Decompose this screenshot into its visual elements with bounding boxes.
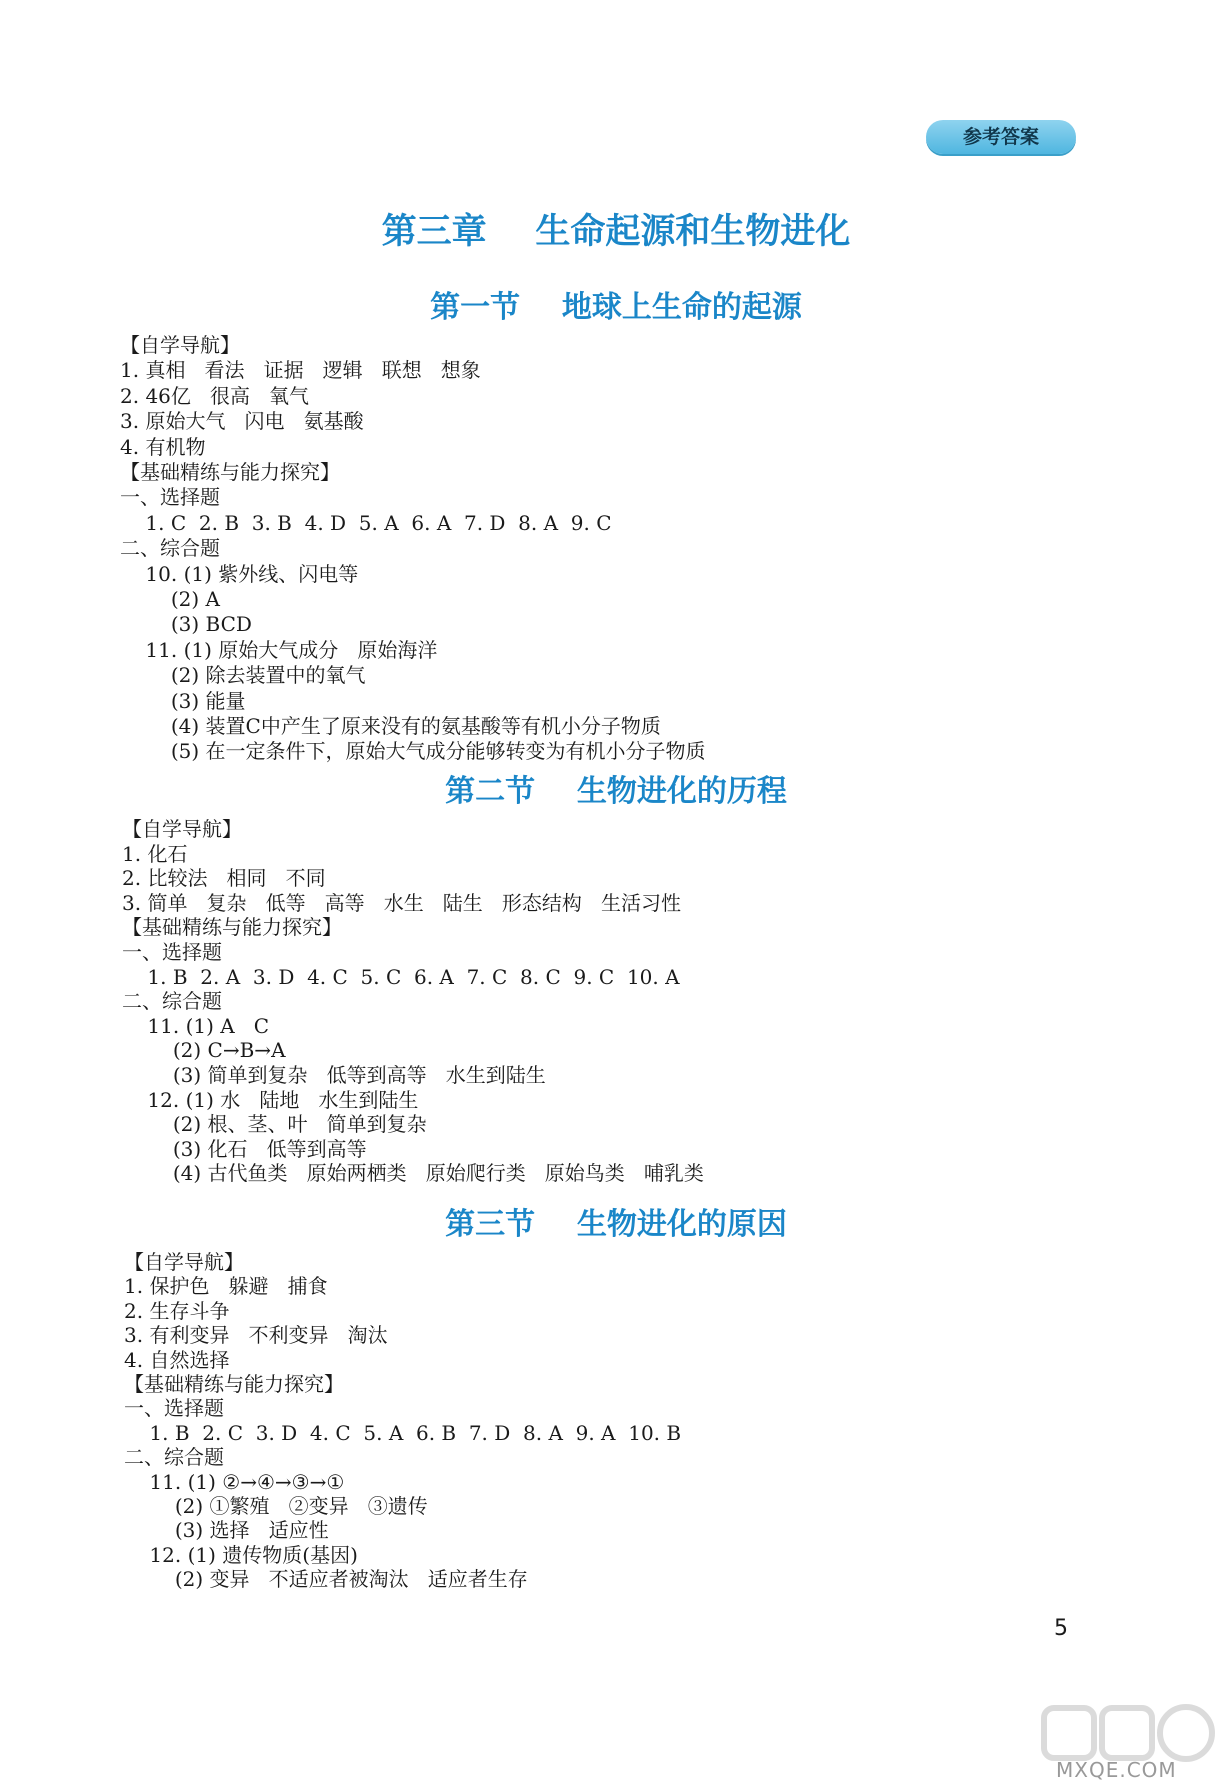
answer-line: 【基础精练与能力探究】	[120, 460, 340, 484]
answer-line: 【基础精练与能力探究】	[124, 1372, 344, 1396]
answer-line: 一、选择题	[122, 940, 222, 964]
watermark-text: MXQE.COM	[1056, 1758, 1177, 1782]
answer-line: (4) 装置C中产生了原来没有的氨基酸等有机小分子物质	[120, 714, 661, 738]
page-number: 5	[1054, 1616, 1068, 1641]
answer-line: 12. (1) 水 陆地 水生到陆生	[122, 1087, 419, 1112]
answer-line: 1. C 2. B 3. B 4. D 5. A 6. A 7. D 8. A 9. C	[120, 510, 612, 535]
answer-line: (3) 化石 低等到高等	[122, 1136, 367, 1161]
answer-line: 1. 真相 看法 证据 逻辑 联想 想象	[120, 358, 481, 383]
answer-line: 3. 有利变异 不利变异 淘汰	[124, 1323, 388, 1348]
answer-line: (3) 选择 适应性	[124, 1518, 329, 1543]
answer-line: (2) A	[120, 587, 220, 611]
answer-line: (2) 根、茎、叶 简单到复杂	[122, 1112, 427, 1137]
chapter-title: 第三章 生命起源和生物进化	[381, 212, 851, 252]
answer-line: 1. B 2. C 3. D 4. C 5. A 6. B 7. D 8. A 9. A 10. B	[124, 1420, 682, 1445]
answer-line: (5) 在一定条件下，原始大气成分能够转变为有机小分子物质	[120, 739, 706, 764]
answer-line: (3) BCD	[120, 612, 252, 637]
answer-line: 【自学导航】	[124, 1250, 244, 1274]
answer-line: 二、综合题	[120, 536, 220, 561]
section-title: 第三节 生物进化的原因	[445, 1207, 787, 1242]
answer-line: (2) 除去装置中的氧气	[120, 663, 366, 688]
section-title: 第一节 地球上生命的起源	[430, 290, 802, 325]
section-title: 第二节 生物进化的历程	[445, 774, 787, 809]
answer-line: 【基础精练与能力探究】	[122, 915, 342, 940]
answer-line: 1. 保护色 躲避 捕食	[124, 1274, 328, 1299]
answer-line: (2) ①繁殖 ②变异 ③遗传	[124, 1494, 428, 1518]
answer-line: 二、综合题	[124, 1445, 224, 1470]
answer-line: 11. (1) ②→④→③→①	[124, 1469, 345, 1494]
answer-line: 一、选择题	[124, 1396, 224, 1421]
answer-line: 一、选择题	[120, 485, 220, 510]
answer-badge: 参考答案	[926, 120, 1076, 154]
answer-line: 3. 简单 复杂 低等 高等 水生 陆生 形态结构 生活习性	[122, 890, 681, 915]
answer-line: 2. 生存斗争	[124, 1298, 230, 1323]
answer-line: (4) 古代鱼类 原始两栖类 原始爬行类 原始鸟类 哺乳类	[122, 1161, 704, 1186]
answer-line: 4. 自然选择	[124, 1347, 230, 1372]
answer-line: 1. B 2. A 3. D 4. C 5. C 6. A 7. C 8. C 9. C 10. A	[122, 964, 680, 989]
answer-line: (3) 能量	[120, 688, 246, 713]
answer-line: 【自学导航】	[120, 333, 240, 357]
answer-line: 12. (1) 遗传物质(基因)	[124, 1542, 358, 1567]
answer-line: 1. 化石	[122, 841, 188, 866]
answer-line: (3) 简单到复杂 低等到高等 水生到陆生	[122, 1063, 546, 1087]
answer-line: 4. 有机物	[120, 434, 206, 459]
answer-line: 11. (1) A C	[122, 1013, 270, 1038]
answer-line: 二、综合题	[122, 989, 222, 1014]
answer-line: 【自学导航】	[122, 817, 242, 841]
answer-line: 3. 原始大气 闪电 氨基酸	[120, 409, 364, 434]
answer-line: 11. (1) 原始大气成分 原始海洋	[120, 637, 438, 662]
answer-line: 10. (1) 紫外线、闪电等	[120, 561, 359, 586]
answer-line: (2) 变异 不适应者被淘汰 适应者生存	[124, 1567, 528, 1592]
answer-line: 2. 比较法 相同 不同	[122, 866, 326, 891]
answer-line: 2. 46亿 很高 氧气	[120, 383, 310, 408]
answer-line: (2) C→B→A	[122, 1038, 286, 1063]
